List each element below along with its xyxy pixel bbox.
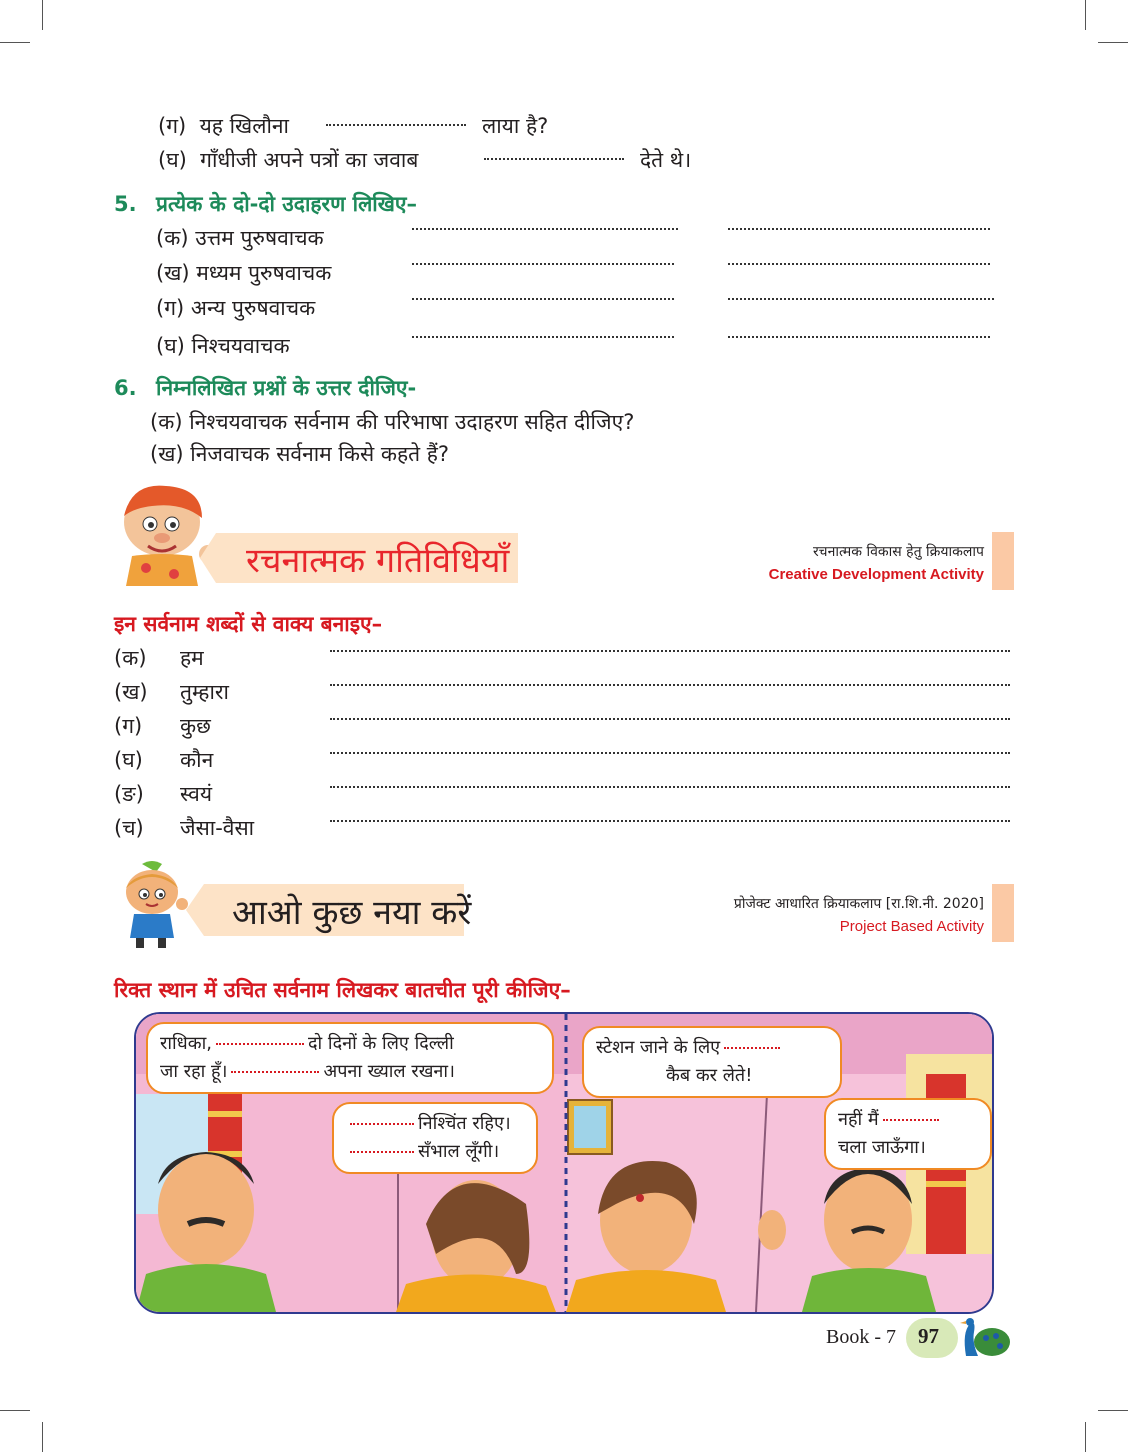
creative-item-text: तुम्हारा [180,680,229,704]
q5-item [156,224,324,252]
creative-item-text: कुछ [180,714,211,738]
peacock-icon [952,1312,1012,1362]
question-number: 6. [114,376,137,400]
crop-mark [42,1422,43,1452]
answer-blank[interactable] [330,650,1010,652]
project-tag-english: Project Based Activity [839,918,984,935]
answer-blank[interactable] [728,298,994,300]
creative-item-text: कौन [180,748,214,772]
bubble-text: दो दिनों के लिए दिल्ली [307,1033,454,1054]
creative-item-label: (च) [114,816,144,840]
crop-mark [0,1410,30,1411]
creative-item-label: (ग) [114,714,143,738]
answer-blank[interactable] [484,158,624,160]
answer-blank[interactable] [326,124,466,126]
item-text: निश्चयवाचक [191,334,290,358]
answer-blank[interactable] [330,786,1010,788]
item-text: यह खिलौना [199,114,289,138]
project-side-bar [992,884,1014,942]
q5-item [156,259,331,287]
creative-item-label: (ङ) [114,782,144,806]
item-text: अन्य पुरुषवाचक [190,296,316,320]
speech-bubble-2 [332,1102,538,1174]
bubble-blank[interactable] [231,1071,319,1073]
answer-blank[interactable] [330,752,1010,754]
creative-tag-hindi: रचनात्मक विकास हेतु क्रियाकलाप [812,544,984,560]
item-text: निजवाचक सर्वनाम किसे कहते हैं? [190,442,450,466]
creative-banner-title: रचनात्मक गतिविधियाँ [246,541,510,581]
project-tag-hindi: प्रोजेक्ट आधारित क्रियाकलाप [रा.शि.नी. 2020] [733,896,984,912]
creative-item-text: जैसा-वैसा [180,816,255,840]
item-label: (ग) [156,296,185,320]
item-label: (क) [156,226,189,250]
bubble-text: जा रहा हूँ। [160,1061,228,1082]
question-title: प्रत्येक के दो-दो उदाहरण लिखिए– [156,192,418,216]
answer-blank[interactable] [330,684,1010,686]
answer-blank[interactable] [412,228,678,230]
answer-blank[interactable] [330,820,1010,822]
creative-item-text: हम [180,646,204,670]
item-text: लाया है? [482,114,549,138]
item-text: मध्यम पुरुषवाचक [196,261,332,285]
answer-blank[interactable] [728,228,990,230]
q4-item-ga [158,112,289,140]
q6-item [150,408,634,436]
answer-blank[interactable] [412,298,674,300]
bubble-blank[interactable] [883,1119,939,1121]
boy-cartoon-illustration [112,482,222,586]
item-label: (घ) [158,148,187,172]
question-number: 5. [114,192,137,216]
creative-item-label: (घ) [114,748,143,772]
item-text: उत्तम पुरुषवाचक [195,226,324,250]
answer-blank[interactable] [412,263,674,265]
crop-mark [42,0,43,30]
bubble-blank[interactable] [350,1123,414,1125]
speech-bubble-4 [824,1098,992,1170]
item-label: (ग) [158,114,187,138]
bubble-text: निश्चिंत रहिए। [418,1113,511,1134]
crop-mark [1098,42,1128,43]
answer-blank[interactable] [330,718,1010,720]
bubble-blank[interactable] [350,1151,414,1153]
creative-item-label: (क) [114,646,147,670]
speech-bubble-1 [146,1022,554,1094]
q6-item [150,440,449,468]
creative-item-label: (ख) [114,680,148,704]
bubble-text: स्टेशन जाने के लिए [596,1037,721,1058]
speech-bubble-3 [582,1026,842,1098]
page-number: 97 [918,1324,939,1348]
comic-strip [134,1012,994,1314]
creative-heading: इन सर्वनाम शब्दों से वाक्य बनाइए– [114,612,383,636]
project-heading: रिक्त स्थान में उचित सर्वनाम लिखकर बातचीत पूरी कीजिए– [114,978,571,1002]
answer-blank[interactable] [728,336,990,338]
item-label: (ख) [156,261,190,285]
crop-mark [1098,1410,1128,1411]
girl-cartoon-illustration [112,858,196,950]
item-text: गाँधीजी अपने पत्रों का जवाब [200,148,419,172]
item-text: निश्चयवाचक सर्वनाम की परिभाषा उदाहरण सहित दीजिए? [189,410,635,434]
crop-mark [1085,0,1086,30]
item-text: देते थे। [640,148,692,172]
bubble-text: राधिका, [160,1033,212,1054]
answer-blank[interactable] [728,263,990,265]
bubble-text: सँभाल लूँगी। [418,1141,500,1162]
answer-blank[interactable] [412,336,674,338]
creative-side-bar [992,532,1014,590]
crop-mark [0,42,30,43]
crop-mark [1085,1422,1086,1452]
project-banner-title: आओ कुछ नया करें [232,893,472,933]
bubble-blank[interactable] [216,1043,304,1045]
q5-item [156,294,315,322]
q5-item [156,332,290,360]
creative-item-text: स्वयं [180,782,213,806]
question-title: निम्नलिखित प्रश्नों के उत्तर दीजिए- [156,376,417,400]
item-label: (घ) [156,334,185,358]
bubble-blank[interactable] [724,1047,780,1049]
bubble-text: चला जाऊँगा। [838,1137,926,1158]
bubble-text: अपना ख्याल रखना। [323,1061,455,1082]
bubble-text: नहीं मैं [838,1109,879,1130]
book-label: Book - 7 [826,1326,896,1348]
item-label: (ख) [150,442,184,466]
bubble-text: कैब कर लेते! [666,1065,753,1086]
q4-item-gha [158,146,418,174]
creative-tag-english: Creative Development Activity [768,566,984,583]
item-label: (क) [150,410,183,434]
